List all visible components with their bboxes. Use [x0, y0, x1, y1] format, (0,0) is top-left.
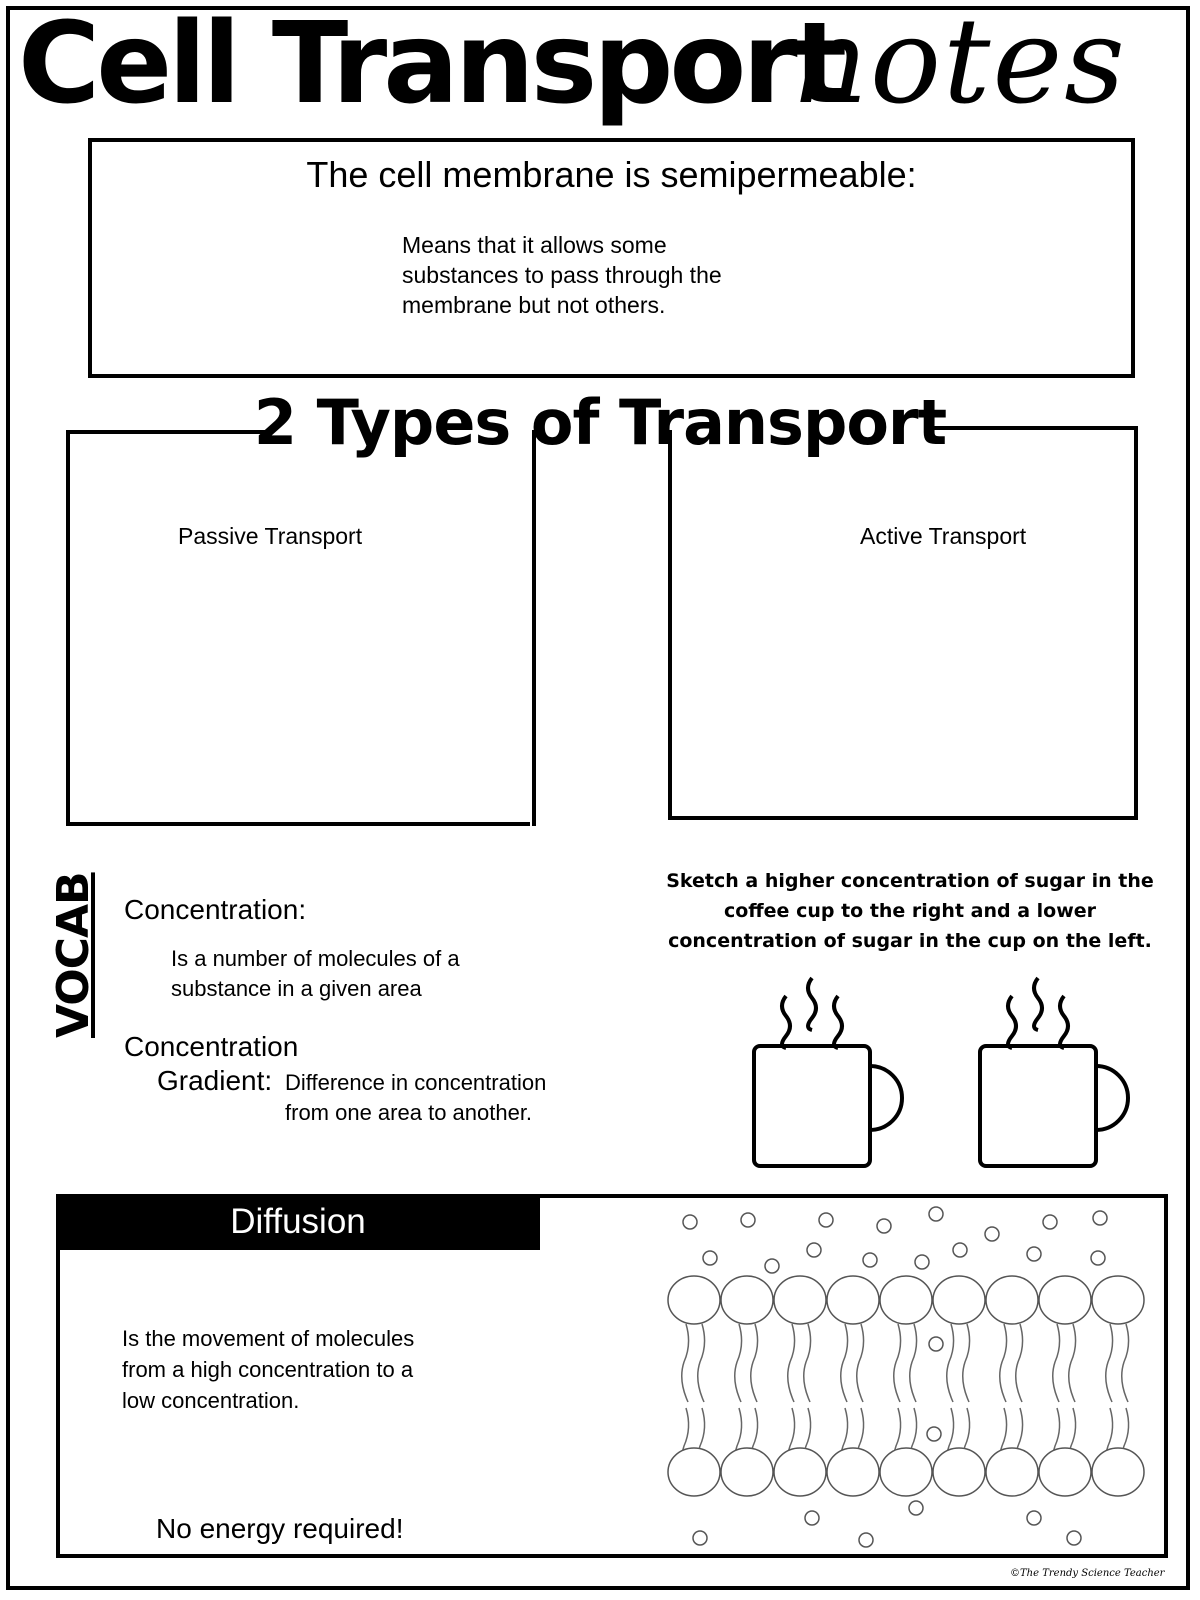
gradient-definition: Difference in concentration from one area to another.	[285, 1070, 547, 1125]
copyright-footer: ©The Trendy Science Teacher	[1010, 1568, 1165, 1579]
page-title: Cell Transport	[18, 0, 844, 129]
gradient-term-line2: Gradient:	[157, 1065, 273, 1096]
phospholipid-bottom-heads	[668, 1448, 1144, 1496]
sketch-instructions: Sketch a higher concentration of sugar in the coffee cup to the right and a lower concentration of sugar in the cup on the left.	[666, 870, 1154, 952]
vocab-label: VOCAB	[48, 872, 99, 1038]
membrane-definition: Means that it allows some substances to pass through the membrane but not others.	[402, 232, 722, 318]
coffee-cups-illustration	[730, 966, 1150, 1176]
molecule-dots-bottom	[693, 1501, 1081, 1547]
concentration-term: Concentration:	[124, 894, 307, 925]
right-coffee-cup-icon	[980, 978, 1128, 1166]
molecule-dots-top	[683, 1207, 1107, 1273]
diffusion-title: Diffusion	[56, 1194, 540, 1250]
molecule-dots-inside	[927, 1337, 943, 1441]
diffusion-definition: Is the movement of molecules from a high concentration to a low concentration.	[122, 1326, 415, 1413]
page-title-script: notes	[792, 0, 1127, 130]
no-energy-note: No energy required!	[156, 1513, 404, 1544]
left-coffee-cup-icon	[754, 978, 902, 1166]
concentration-definition: Is a number of molecules of a substance in a given area	[171, 946, 460, 1001]
types-heading: 2 Types of Transport	[253, 386, 947, 459]
cell-membrane-diagram	[670, 1202, 1150, 1552]
passive-transport-label: Passive Transport	[178, 523, 363, 549]
phospholipid-tails	[682, 1324, 1129, 1468]
gradient-term-line1: Concentration	[124, 1031, 299, 1062]
phospholipid-top-heads	[668, 1276, 1144, 1324]
membrane-heading: The cell membrane is semipermeable:	[306, 154, 917, 195]
active-transport-label: Active Transport	[860, 523, 1027, 549]
